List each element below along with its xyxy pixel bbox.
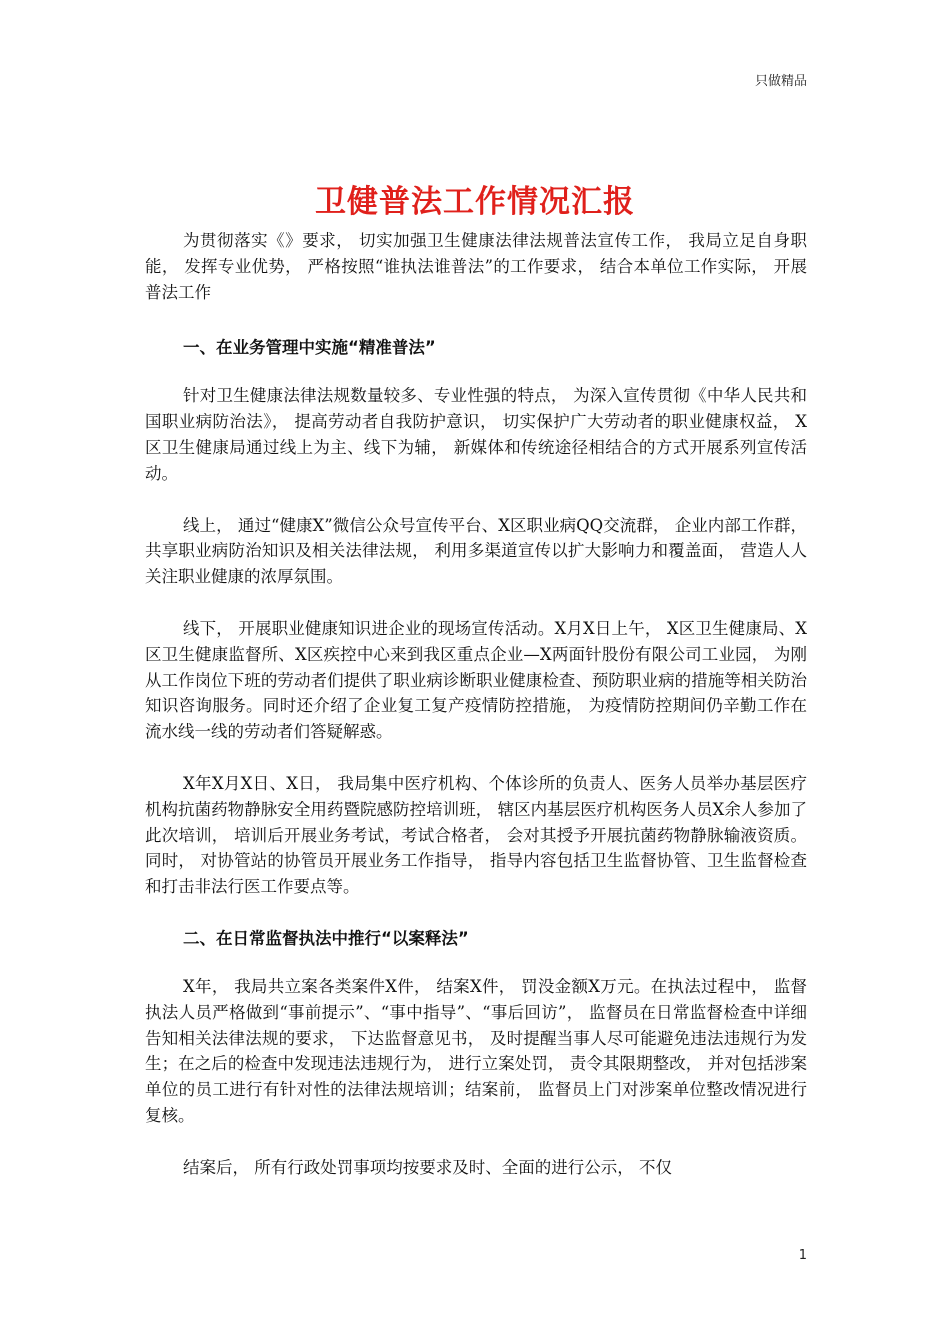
- section-1-paragraph-4: X年X月X日、X日， 我局集中医疗机构、个体诊所的负责人、医务人员举办基层医疗机构抗菌药物静脉安全用药暨院感防控培训班， 辖区内基层医疗机构医务人员X余人参加了此次培训， 培训后开展业务考试，考试合格者， 会对其授予开展抗菌药物静脉输液资质。同时， 对协管站的协管员开展业务工作指导， 指导内容包括卫生监督协管、卫生监督检查和打击非法行医工作要点等。: [145, 773, 807, 897]
- header-tag: 只做精品: [754, 74, 807, 89]
- section-2-paragraph-2: 结案后， 所有行政处罚事项均按要求及时、全面的进行公示， 不仅: [183, 1157, 672, 1177]
- section-1-paragraph-2: 线上， 通过“健康X”微信公众号宣传平台、X区职业病QQ交流群， 企业内部工作群， 共享职业病防治知识及相关法律法规， 利用多渠道宣传以扩大影响力和覆盖面， 营造人人关注职业健康的浓厚氛围。: [145, 515, 807, 587]
- intro-paragraph: 为贯彻落实《》要求， 切实加强卫生健康法律法规普法宣传工作， 我局立足自身职能， 发挥专业优势， 严格按照“谁执法谁普法”的工作要求， 结合本单位工作实际， 开展普法工作: [145, 231, 807, 302]
- document-title: 卫健普法工作情况汇报: [315, 183, 635, 220]
- section-1-paragraph-3: 线下， 开展职业健康知识进企业的现场宣传活动。X月X日上午， X区卫生健康局、X区卫生健康监督所、X区疾控中心来到我区重点企业—X两面针股份有限公司工业园， 为刚从工作岗位下班的劳动者们提供了职业病诊断职业健康检查、预防职业病的措施等相关防治知识咨询服务。同时还介绍了企业复工复产疫情防控措施， 为疫情防控期间仍辛勤工作在流水线一线的劳动者们答疑解惑。: [145, 618, 807, 742]
- document-body: [145, 228, 807, 1181]
- page-number: 1: [798, 1248, 807, 1263]
- section-2-paragraph-1: X年， 我局共立案各类案件X件， 结案X件， 罚没金额X万元。在执法过程中， 监督执法人员严格做到“事前提示”、“事中指导”、“事后回访”， 监督员在日常监督检查中详细告知相关法律法规的要求， 下达监督意见书， 及时提醒当事人尽可能避免违法违规行为发生；在之后的检查中发现违法违规行为， 进行立案处罚， 责令其限期整改， 并对包括涉案单位的员工进行有针对性的法律法规培训；结案前， 监督员上门对涉案单位整改情况进行复核。: [145, 976, 807, 1125]
- section-1-heading: 一、在业务管理中实施“精准普法”: [183, 338, 436, 358]
- section-1-paragraph-1: 针对卫生健康法律法规数量较多、专业性强的特点， 为深入宣传贯彻《中华人民共和国职业病防治法》， 提高劳动者自我防护意识， 切实保护广大劳动者的职业健康权益， X区卫生健康局通过线上为主、线下为辅， 新媒体和传统途径相结合的方式开展系列宣传活动。: [145, 386, 807, 483]
- section-2-heading: 二、在日常监督执法中推行“以案释法”: [183, 928, 469, 948]
